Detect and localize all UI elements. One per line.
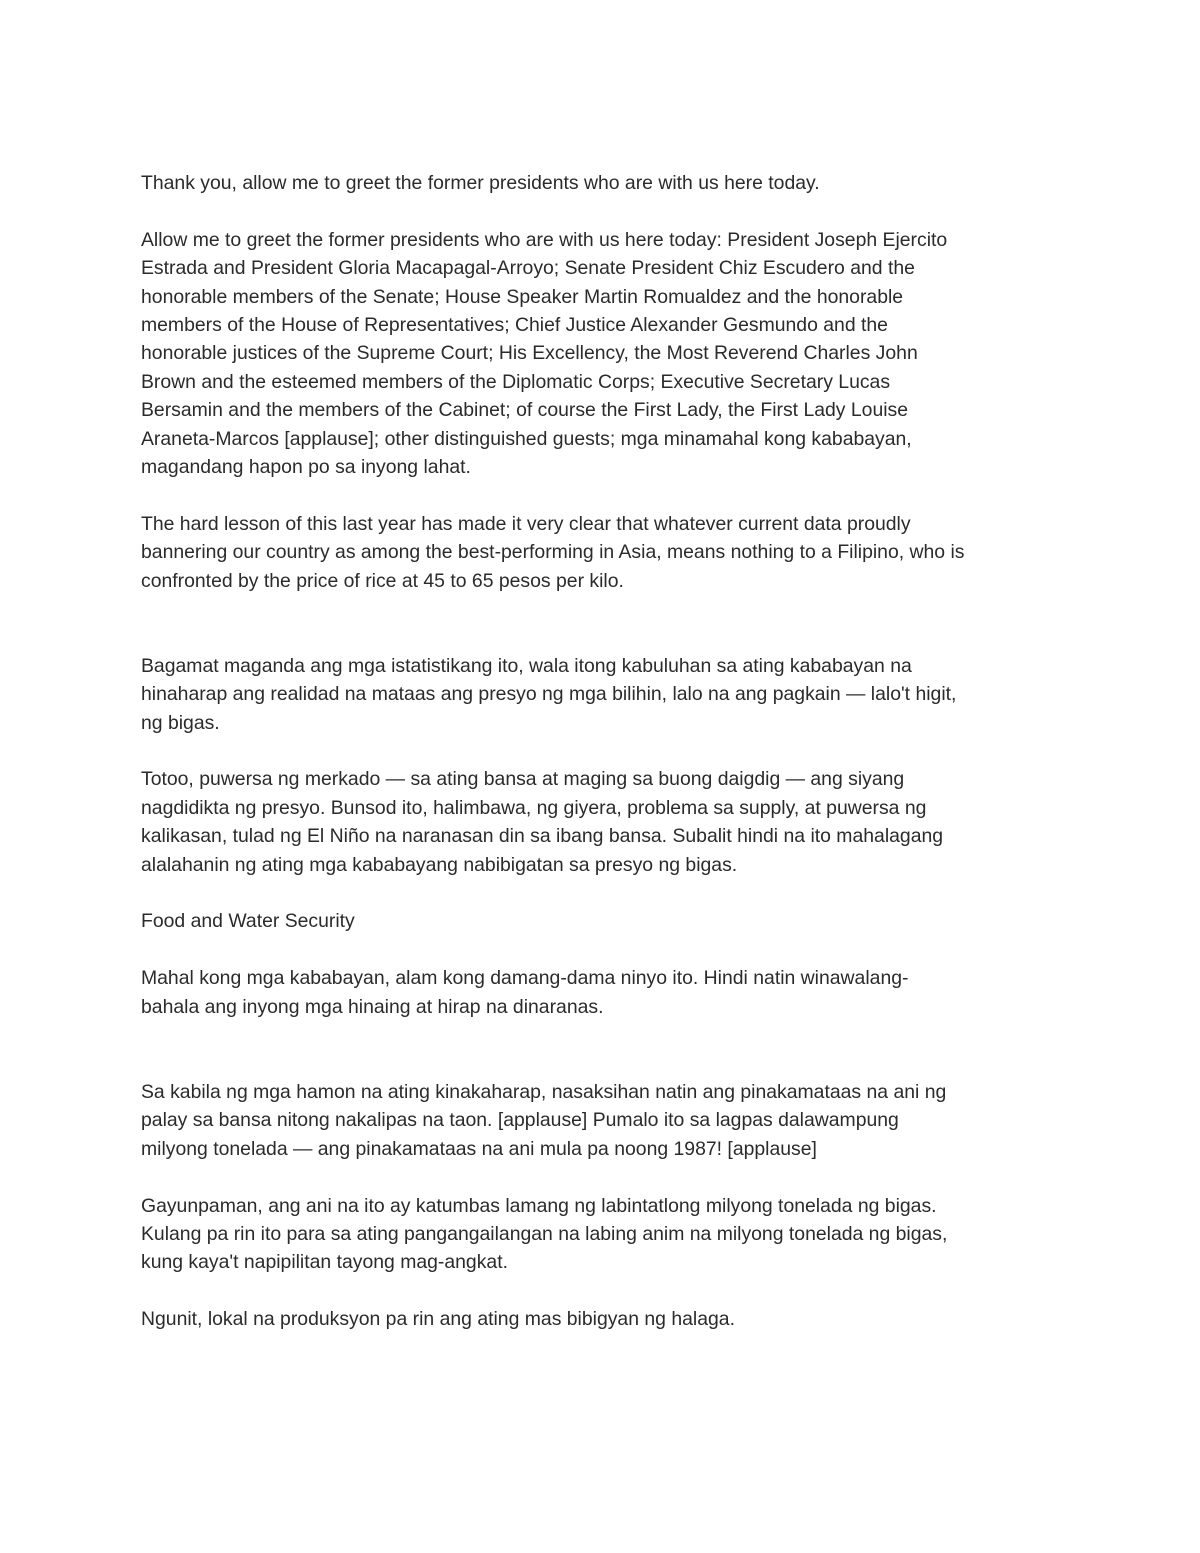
paragraph-greeting-full: Allow me to greet the former presidents who are with us here today: President Joseph Ejercito Estrada and President Gloria Macapagal-Arroyo; Senate President Chiz Escudero and the honorable members of the Senate; House Speaker Martin Romualdez and the honorable members of the House of Representatives; Chief Justice Alexander Gesmundo and the honorable justices of the Supreme Court; His Excellency, the Most Reverend Charles John Brown and the esteemed members of the Diplomatic Corps; Executive Secretary Lucas Bersamin and the members of the Cabinet; of course the First Lady, the First Lady Louise Araneta-Marcos [applause]; other distinguished guests; mga minamahal kong kababayan, magandang hapon po sa inyong lahat. — [141, 228, 948, 479]
paragraph-bagamat: Bagamat maganda ang mga istatistikang ito, wala itong kabuluhan sa ating kababayan na hinaharap ang realidad na mataas ang presyo ng mga bilihin, lalo na ang pagkain — lalo't higit, ng bigas. — [141, 654, 957, 734]
paragraph-totoo: Totoo, puwersa ng merkado — sa ating bansa at maging sa buong daigdig — ang siyang nagdidikta ng presyo. Bunsod ito, halimbawa, ng giyera, problema sa supply, at puwersa ng kalikasan, tulad ng El Niño na naranasan din sa ibang bansa. Subalit hindi na ito mahalagang alalahanin ng ating mga kababayang nabibigatan sa presyo ng bigas. — [141, 768, 944, 876]
paragraph-mahal-kong: Mahal kong mga kababayan, alam kong damang-dama ninyo ito. Hindi natin winawalang- bahala ang inyong mga hinaing at hirap na dinaranas. — [141, 967, 909, 1018]
paragraph-sa-kabila: Sa kabila ng mga hamon na ating kinakaharap, nasaksihan natin ang pinakamataas na ani ng palay sa bansa nitong nakalipas na taon. [applause] Pumalo ito sa lagpas dalawampung milyong tonelada — ang pinakamataas na ani mula pa noong 1987! [applause] — [141, 1080, 947, 1160]
section-heading-food-water-security: Food and Water Security — [141, 910, 355, 933]
document-body — [141, 169, 1071, 1334]
paragraph-hard-lesson: The hard lesson of this last year has made it very clear that whatever current data proudly bannering our country as among the best-performing in Asia, means nothing to a Filipino, who is confronted by the price of rice at 45 to 65 pesos per kilo. — [141, 512, 965, 592]
paragraph-gayunpaman: Gayunpaman, ang ani na ito ay katumbas lamang ng labintatlong milyong tonelada ng bigas. Kulang pa rin ito para sa ating pangangailangan na labing anim na milyong tonelada ng bigas, kung kaya't napipilitan tayong mag-angkat. — [141, 1194, 948, 1274]
paragraph-greeting-short: Thank you, allow me to greet the former presidents who are with us here today. — [141, 172, 820, 194]
paragraph-ngunit: Ngunit, lokal na produksyon pa rin ang ating mas bibigyan ng halaga. — [141, 1308, 735, 1331]
